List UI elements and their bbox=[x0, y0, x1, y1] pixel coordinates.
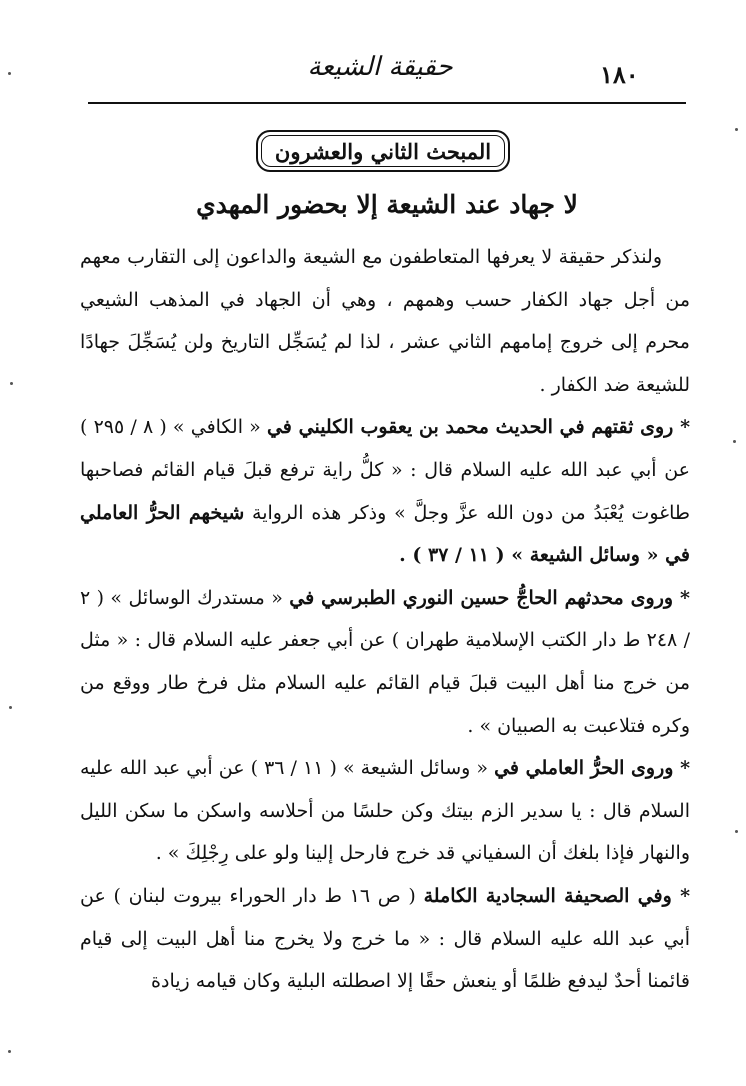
section-title: المبحث الثاني والعشرون bbox=[274, 138, 492, 164]
paragraph-wasail-text: « وسائل الشيعة » ( ١١ / ٣٦ ) عن أبي عبد الله عليه السلام قال : يا سدير الزم بيتك وكن حلسًا من أحلاسه واسكن ما سكن الليل والنهار فإذا بلغك أن السفياني قد خرج فارحل إلينا ولو على رِجْلِكَ » . bbox=[80, 757, 690, 865]
scan-mark bbox=[8, 1050, 11, 1053]
paragraph-kafi-tail: شيخهم الحرُّ العاملي في « وسائل الشيعة » ( ١١ / ٣٧ ) . bbox=[80, 501, 690, 567]
scan-mark bbox=[735, 830, 738, 833]
section-title-frame bbox=[256, 130, 510, 172]
paragraph-sahifa-text: ( ص ١٦ ط دار الحوراء بيروت لبنان ) عن أبي عبد الله عليه السلام قال : « ما خرج ولا يخرج منا أهل البيت إلى قيام قائمنا أحدٌ ليدفع ظلمًا أو ينعش حقًا إلا اصطلته البلية وكان قيامه زيادة bbox=[80, 884, 690, 993]
scan-mark bbox=[9, 706, 12, 709]
paragraph-kafi bbox=[80, 406, 690, 576]
paragraph-sahifa bbox=[80, 875, 690, 1003]
body-text bbox=[80, 236, 690, 1003]
paragraph-mustadrak-text: « مستدرك الوسائل » ( ٢ / ٢٤٨ ط دار الكتب الإسلامية طهران ) عن أبي جعفر عليه السلام قال : « مثل من خرج منا أهل البيت قبلَ قيام القائم عليه السلام مثل فرخ طار ووقع من وكره فتلاعبت به الصبيان » . bbox=[80, 586, 690, 737]
paragraph-sahifa-lead: * وفي الصحيفة السجادية الكاملة bbox=[423, 884, 691, 907]
paragraph-wasail-lead: * وروى الحرُّ العاملي في bbox=[494, 757, 690, 780]
header-divider bbox=[88, 102, 686, 104]
chapter-title: لا جهاد عند الشيعة إلا بحضور المهدي bbox=[196, 190, 578, 219]
scan-mark bbox=[733, 440, 736, 443]
scan-mark bbox=[10, 382, 13, 385]
scan-mark bbox=[735, 128, 738, 131]
paragraph-kafi-text: « الكافي » ( ٨ / ٢٩٥ ) عن أبي عبد الله عليه السلام قال : « كلُّ راية ترفع قبلَ قيام القائم فصاحبها طاغوت يُعْبَدُ من دون الله عزَّ وجلَّ » وذكر هذه الرواية bbox=[80, 416, 690, 524]
intro-paragraph: ولنذكر حقيقة لا يعرفها المتعاطفون مع الشيعة والداعون إلى التقارب معهم من أجل جهاد الكفار حسب وهمهم ، وهي أن الجهاد في المذهب الشيعي محرم إلى خروج إمامهم الثاني عشر ، لذا لم يُسَجِّل التاريخ ولن يُسَجِّلَ جهادًا للشيعة ضد الكفار . bbox=[80, 246, 690, 396]
paragraph-kafi-lead: * روى ثقتهم في الحديث محمد بن يعقوب الكليني في bbox=[266, 416, 691, 439]
page-number: ١٨٠ bbox=[600, 60, 639, 89]
running-header-title: حقيقة الشيعة bbox=[307, 52, 453, 82]
paragraph-wasail bbox=[80, 747, 690, 875]
paragraph-mustadrak-lead: * وروى محدثهم الحاجُّ حسين النوري الطبرسي في bbox=[289, 586, 690, 609]
paragraph-mustadrak bbox=[80, 577, 690, 747]
scan-mark bbox=[8, 72, 11, 75]
